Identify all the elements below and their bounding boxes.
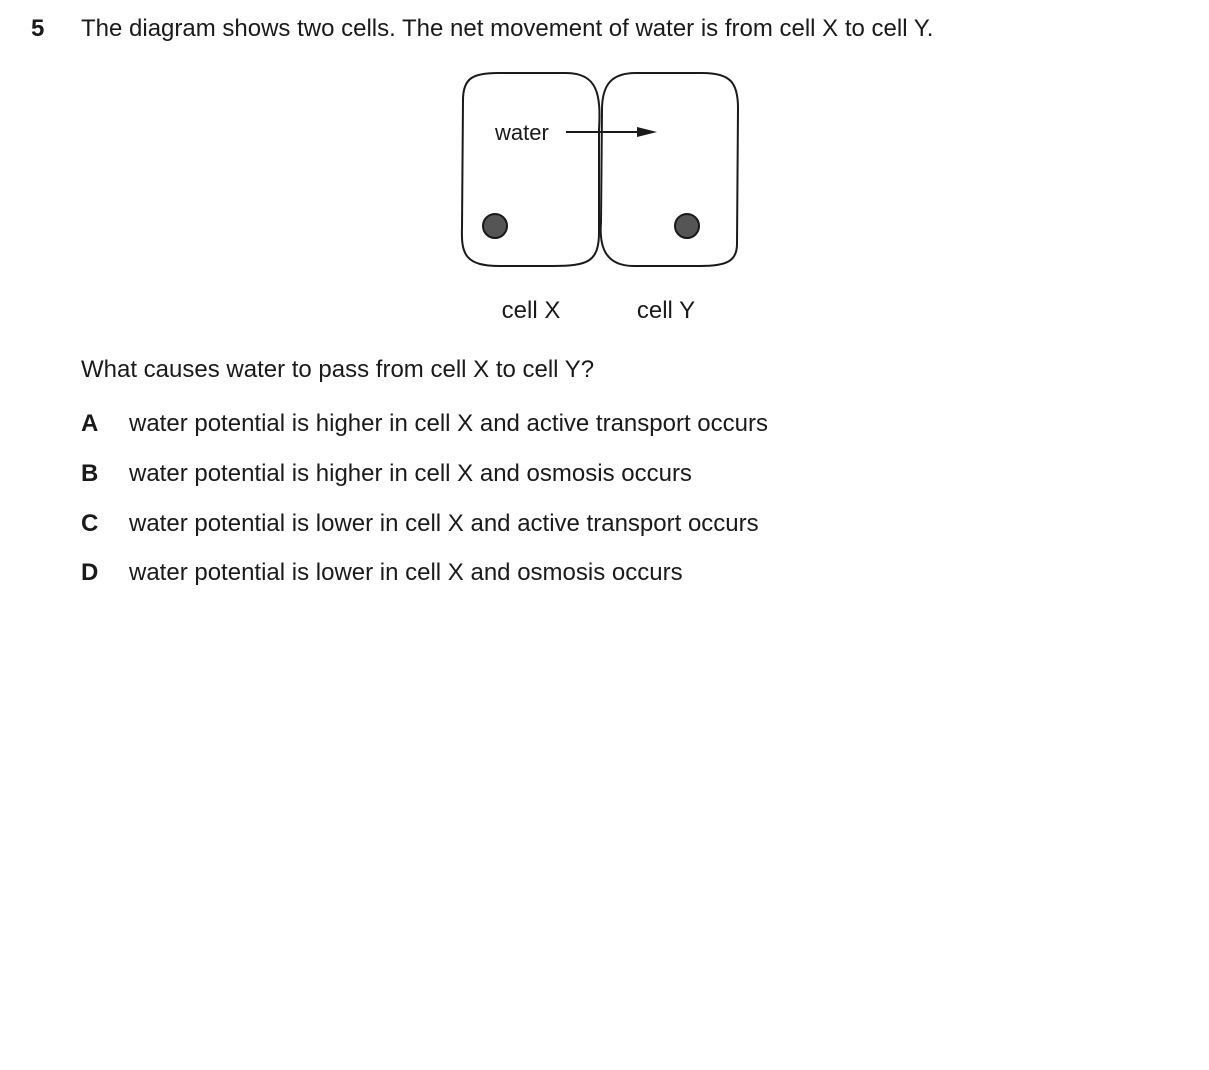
option-text: water potential is higher in cell X and osmosis occurs [129,460,692,487]
cell-y-label: cell Y [636,297,696,324]
cell-x-label: cell X [501,297,561,324]
question-number: 5 [31,15,45,42]
option-text: water potential is higher in cell X and active transport occurs [129,410,768,437]
cell-y-nucleus [675,214,699,238]
cell-y-outline [601,73,738,266]
cell-x-outline [462,73,600,266]
question-prompt: What causes water to pass from cell X to cell Y? [81,356,595,383]
option-letter: C [81,510,99,537]
question-stem: The diagram shows two cells. The net movement of water is from cell X to cell Y. [81,15,934,42]
option-text: water potential is lower in cell X and active transport occurs [129,510,759,537]
cell-x-nucleus [483,214,507,238]
water-arrow-head [637,127,657,137]
water-label: water [495,120,549,145]
option-letter: B [81,460,99,487]
two-cells-diagram [0,0,1209,340]
option-letter: D [81,559,99,586]
option-text: water potential is lower in cell X and osmosis occurs [129,559,683,586]
option-letter: A [81,410,99,437]
